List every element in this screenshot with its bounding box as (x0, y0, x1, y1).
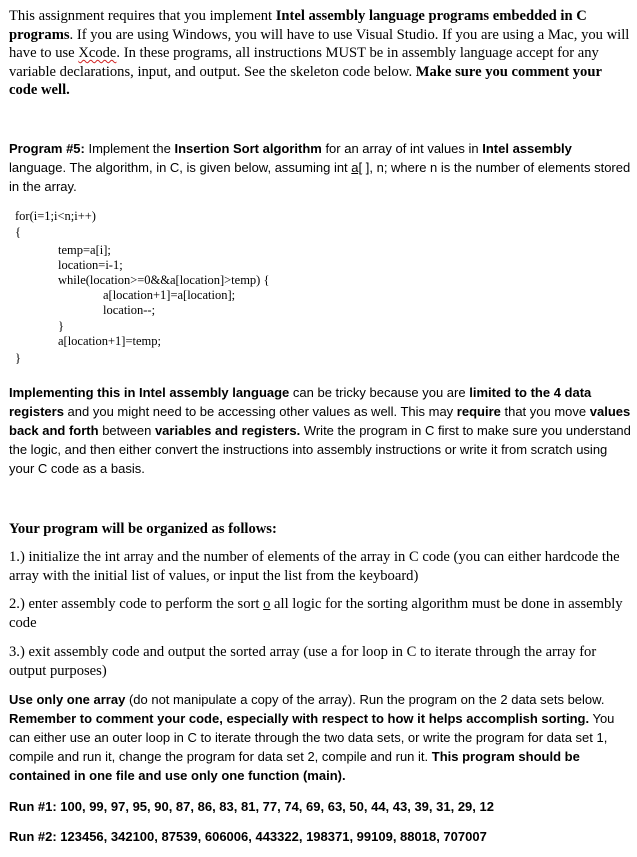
final-bold-3: This program should be contained in one file and use only one function (main). (9, 749, 580, 783)
impl-text-3: that you move (500, 404, 590, 419)
run-1-text: Run #1: 100, 99, 97, 95, 90, 87, 86, 83, 81, 77, 74, 69, 63, 50, 44, 43, 39, 31, 29, 12 (9, 799, 494, 814)
organized-heading-text: Your program will be organized as follows: (9, 521, 277, 537)
program-text-3: language. The algorithm, in C, is given below, assuming int (9, 160, 352, 175)
final-bold-1: Use only one array (9, 692, 126, 707)
impl-text-2: and you might need to be accessing other values as well. This may (63, 404, 457, 419)
impl-bold-2: limited to the 4 data registers (9, 385, 592, 419)
code-line-7: location--; (103, 303, 156, 317)
intro-text-3: . In these programs, all instructions MUST be in assembly language accept for any variable declarations, input, and output. See the skeleton code below. (9, 45, 599, 80)
impl-bold-3: require (456, 404, 501, 419)
run-1 (9, 797, 631, 816)
final-bold-2: Remember to comment your code, especially with respect to how it helps accomplish sorting. (9, 711, 590, 726)
step-2-text-b: all logic for the sorting algorithm must be done in assembly code (9, 596, 623, 631)
program-bold-1: Program #5: (9, 141, 85, 156)
step-3-text: 3.) exit assembly code and output the sorted array (use a for loop in C to iterate through the array for output purposes) (9, 644, 597, 679)
final-text-1: (do not manipulate a copy of the array). Run the program on the 2 data sets below. (125, 692, 605, 707)
code-line-10: } (15, 351, 21, 365)
code-line-2: { (15, 225, 21, 239)
impl-text-5: Write the program in C first to make sure you understand the logic, and then either convert the instructions into assembly instructions or write it from scratch using your C code as a basis. (9, 423, 631, 476)
code-line-1: for(i=1;i<n;i++) (15, 209, 96, 223)
code-line-5: while(location>=0&&a[location]>temp) { (58, 273, 270, 287)
final-paragraph (9, 690, 631, 785)
code-line-9: a[location+1]=temp; (58, 334, 161, 348)
intro-bold-1: Intel assembly language programs embedded in C programs (9, 8, 587, 43)
step-2-o: o (263, 596, 271, 612)
step-1 (9, 548, 631, 585)
program-text-4: ], n; where n is the number of elements stored in the array. (9, 160, 631, 194)
impl-bold-5: variables and registers. (154, 423, 301, 438)
impl-text-4: between (98, 423, 155, 438)
program-bold-2: Insertion Sort algorithm (174, 141, 322, 156)
intro-text-2: . If you are using Windows, you will have to use Visual Studio. If you are using a Mac, you will have to use (9, 26, 630, 61)
impl-text-1: can be tricky because you are (289, 385, 470, 400)
intro-bold-2: Make sure you comment your code well. (9, 63, 602, 98)
intro-paragraph (9, 7, 631, 100)
organized-heading (9, 520, 631, 539)
intro-xcode: Xcode (78, 45, 117, 61)
intro-text-1: This assignment requires that you implement (9, 8, 276, 24)
step-2-text-a: 2.) enter assembly code to perform the sort (9, 596, 264, 612)
final-text-2: You can either use an outer loop in C to iterate through the two data sets, or write the program for data set 1, compile and run it, change the program for data set 2, compile and run it. (9, 711, 615, 764)
step-2 (9, 595, 631, 632)
program-text-1: Implement the (84, 141, 175, 156)
code-line-6: a[location+1]=a[location]; (103, 288, 236, 302)
impl-bold-1: Implementing this in Intel assembly language (9, 385, 290, 400)
run-2 (9, 827, 631, 846)
impl-bold-4: values back and forth (9, 404, 631, 438)
program-bold-3: Intel assembly (482, 141, 572, 156)
program-array-a: a[ (351, 160, 363, 175)
program-text-2: for an array of int values in (321, 141, 483, 156)
run-2-text: Run #2: 123456, 342100, 87539, 606006, 443322, 198371, 99109, 88018, 707007 (9, 829, 487, 844)
step-3 (9, 643, 631, 680)
program-paragraph (9, 139, 631, 196)
implementation-paragraph (9, 383, 631, 478)
step-1-text: 1.) initialize the int array and the number of elements of the array in C code (you can either hardcode the array with the initial list of values, or input the list from the keyboard) (9, 549, 620, 584)
code-line-4: location=i-1; (58, 258, 123, 272)
code-line-8: } (58, 319, 64, 333)
code-line-3: temp=a[i]; (58, 243, 111, 257)
